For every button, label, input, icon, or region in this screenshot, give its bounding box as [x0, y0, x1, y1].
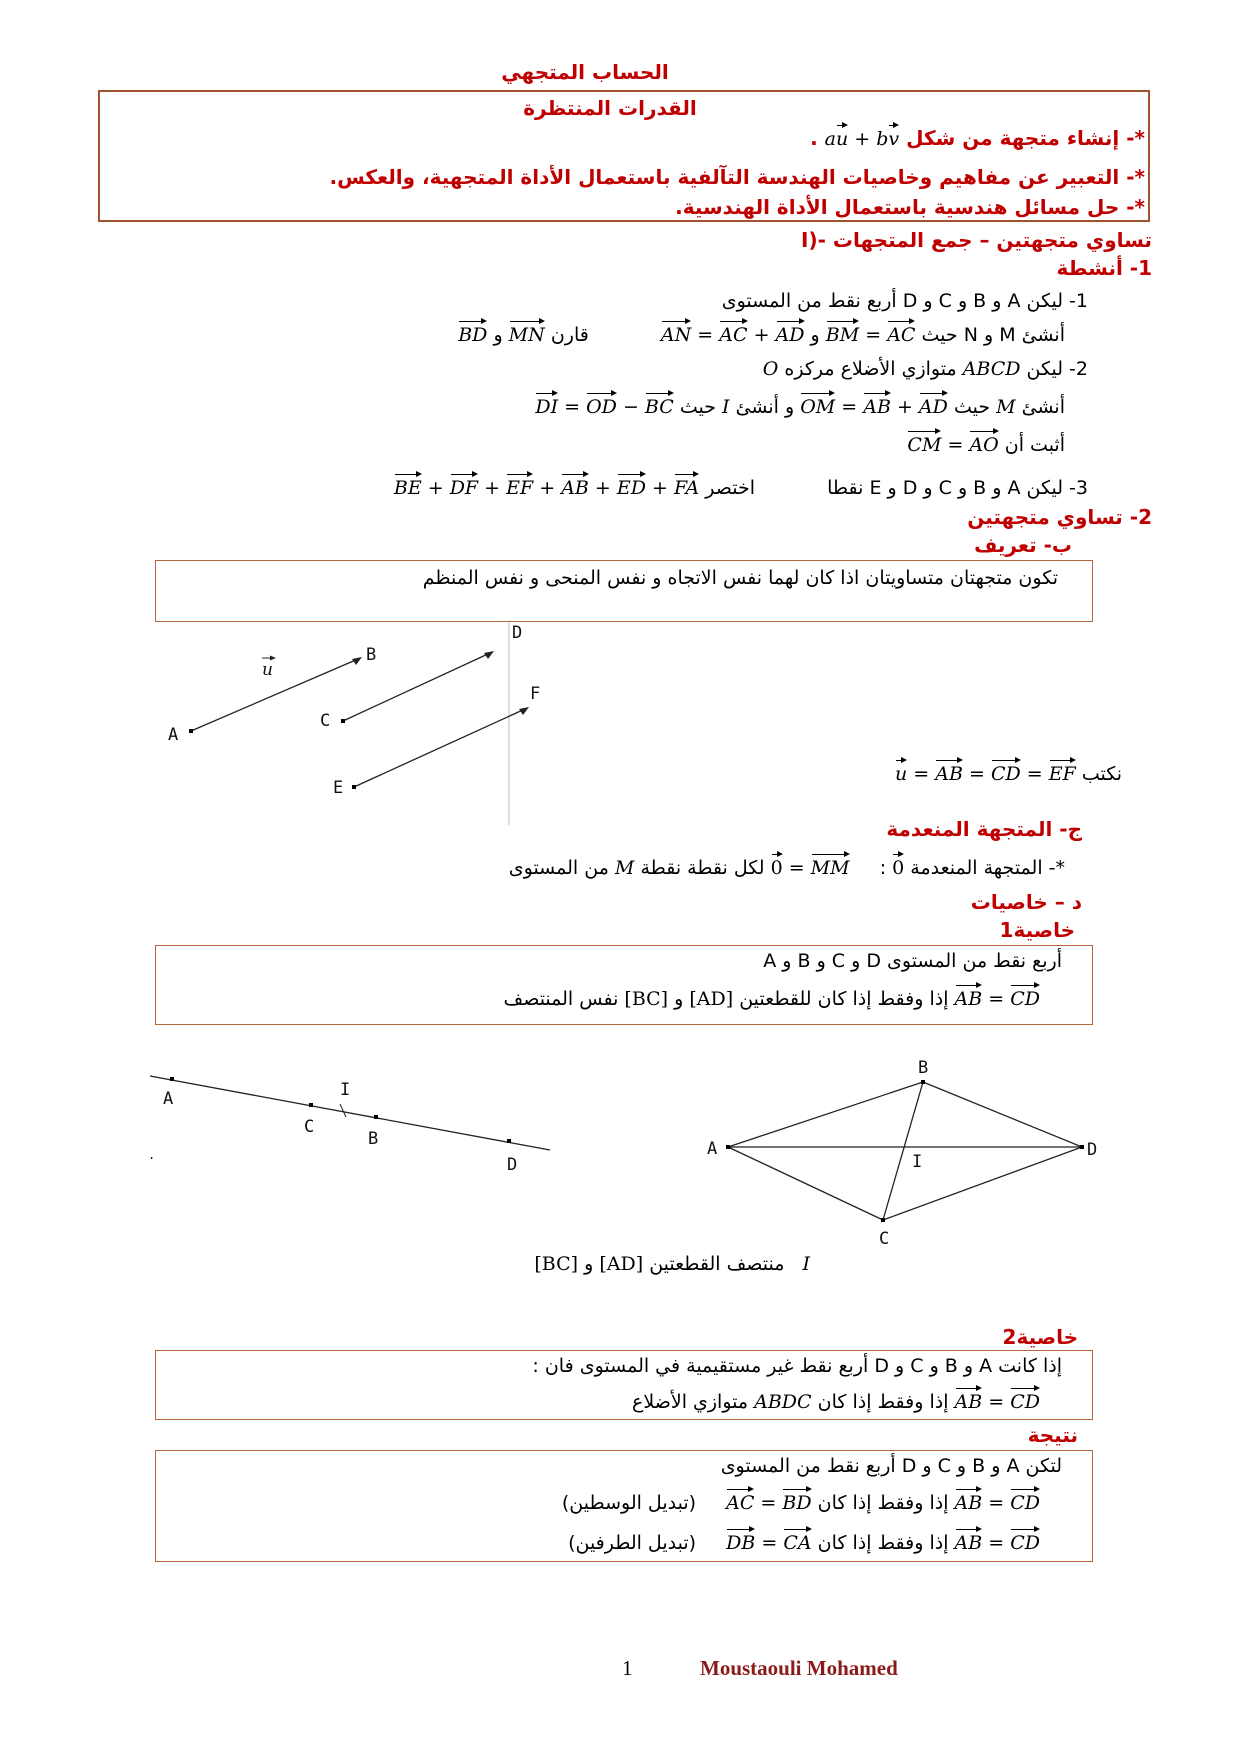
- svg-text:.: .: [148, 1148, 156, 1162]
- property-2-title: خاصية2: [1002, 1325, 1078, 1349]
- label-i: I: [340, 1080, 351, 1100]
- property-1-line-1: A و B و C و D أربع نقط من المستوى: [763, 950, 1062, 972]
- label-b: B: [368, 1129, 379, 1149]
- diagonals-figure: [690, 1055, 1110, 1250]
- result-line-1: لتكن A و B و C و D أربع نقط من المستوى: [720, 1455, 1062, 1477]
- label-c: C: [320, 711, 331, 731]
- activity-1b: أنشئ M و N حيث BM = AC و AN = AC + AD قارن MN و BD: [458, 324, 1065, 346]
- label-d: D: [1087, 1140, 1098, 1160]
- label-b: B: [366, 645, 377, 665]
- vector-notation: نكتب u = AB = CD = EF: [895, 763, 1122, 785]
- label-d: D: [512, 623, 523, 643]
- page-title: الحساب المتجهي: [501, 60, 669, 84]
- label-b: B: [918, 1058, 929, 1078]
- result-title: نتيجة: [1027, 1423, 1078, 1447]
- label-i: I: [912, 1152, 923, 1172]
- label-d: D: [507, 1155, 518, 1175]
- section-1-title: I)- تساوي متجهتين – جمع المتجهات: [801, 228, 1152, 252]
- midpoint-caption: I منتصف القطعتين [AD] و [BC]: [534, 1253, 810, 1275]
- activity-1: 1- ليكن A و B و C و D أربع نقط من المستوى: [721, 290, 1088, 312]
- author-name: Moustaouli Mohamed: [700, 1656, 898, 1680]
- zero-vector-title: ج- المتجهة المنعدمة: [886, 817, 1082, 841]
- label-f: F: [530, 684, 541, 704]
- objective-line-3: *- حل مسائل هندسية باستعمال الأداة الهندسية.: [675, 195, 1145, 219]
- zero-vector-text: *- المتجهة المنعدمة 0 : 0 = MM لكل نقطة نقطة M من المستوى: [508, 857, 1065, 879]
- properties-title: د – خاصيات: [970, 890, 1082, 914]
- collinear-points-figure: [150, 1055, 570, 1215]
- property-2-line-2: AB = CD إذا وفقط إذا كان ABDC متوازي الأضلاع: [632, 1391, 1040, 1413]
- activities-title: 1- أنشطة: [1056, 256, 1152, 280]
- definition-title: ب- تعريف: [974, 533, 1072, 557]
- activity-2b: أنشئ M حيث OM = AB + AD و أنشئ I حيث DI = OD − BC: [535, 396, 1065, 418]
- label-a: A: [163, 1089, 174, 1109]
- section-2-title: 2- تساوي متجهتين: [967, 505, 1152, 529]
- property-1-title: خاصية1: [999, 918, 1075, 942]
- label-a: A: [707, 1139, 718, 1159]
- result-line-2: AB = CD إذا وفقط إذا كان AC = BD (تبديل الوسطين): [561, 1492, 1040, 1514]
- page-number: 1: [622, 1656, 633, 1680]
- objective-line-2: *- التعبير عن مفاهيم وخاصيات الهندسة التآلفية باستعمال الأداة المتجهية، والعكس.: [329, 165, 1145, 189]
- label-e: E: [333, 778, 344, 798]
- property-1-line-2: AB = CD إذا وفقط إذا كان للقطعتين [AD] و [BC] نفس المنتصف: [503, 988, 1040, 1010]
- result-line-3: AB = CD إذا وفقط إذا كان DB = CA (تبديل الطرفين): [568, 1532, 1040, 1554]
- equal-vectors-figure: [150, 620, 570, 825]
- objective-line-1: *- إنشاء متجهة من شكل au + bv .: [810, 126, 1145, 150]
- label-u: u: [262, 660, 273, 680]
- activity-2c: أثبت أن CM = AO: [907, 434, 1065, 456]
- objectives-title: القدرات المنتظرة: [523, 96, 697, 120]
- activity-2: 2- ليكن ABCD متوازي الأضلاع مركزه O: [762, 358, 1088, 380]
- activity-3: 3- ليكن A و B و C و D و E نقطا اختصر BE + DF + EF + AB + ED + FA: [393, 477, 1088, 499]
- property-2-line-1: إذا كانت A و B و C و D أربع نقط غير مستقيمية في المستوى فان :: [532, 1355, 1062, 1377]
- label-a: A: [168, 725, 179, 745]
- label-c: C: [879, 1229, 890, 1249]
- definition-text: تكون متجهتان متساويتان اذا كان لهما نفس الاتجاه و نفس المنحى و نفس المنظم: [422, 567, 1058, 589]
- label-c: C: [304, 1117, 315, 1137]
